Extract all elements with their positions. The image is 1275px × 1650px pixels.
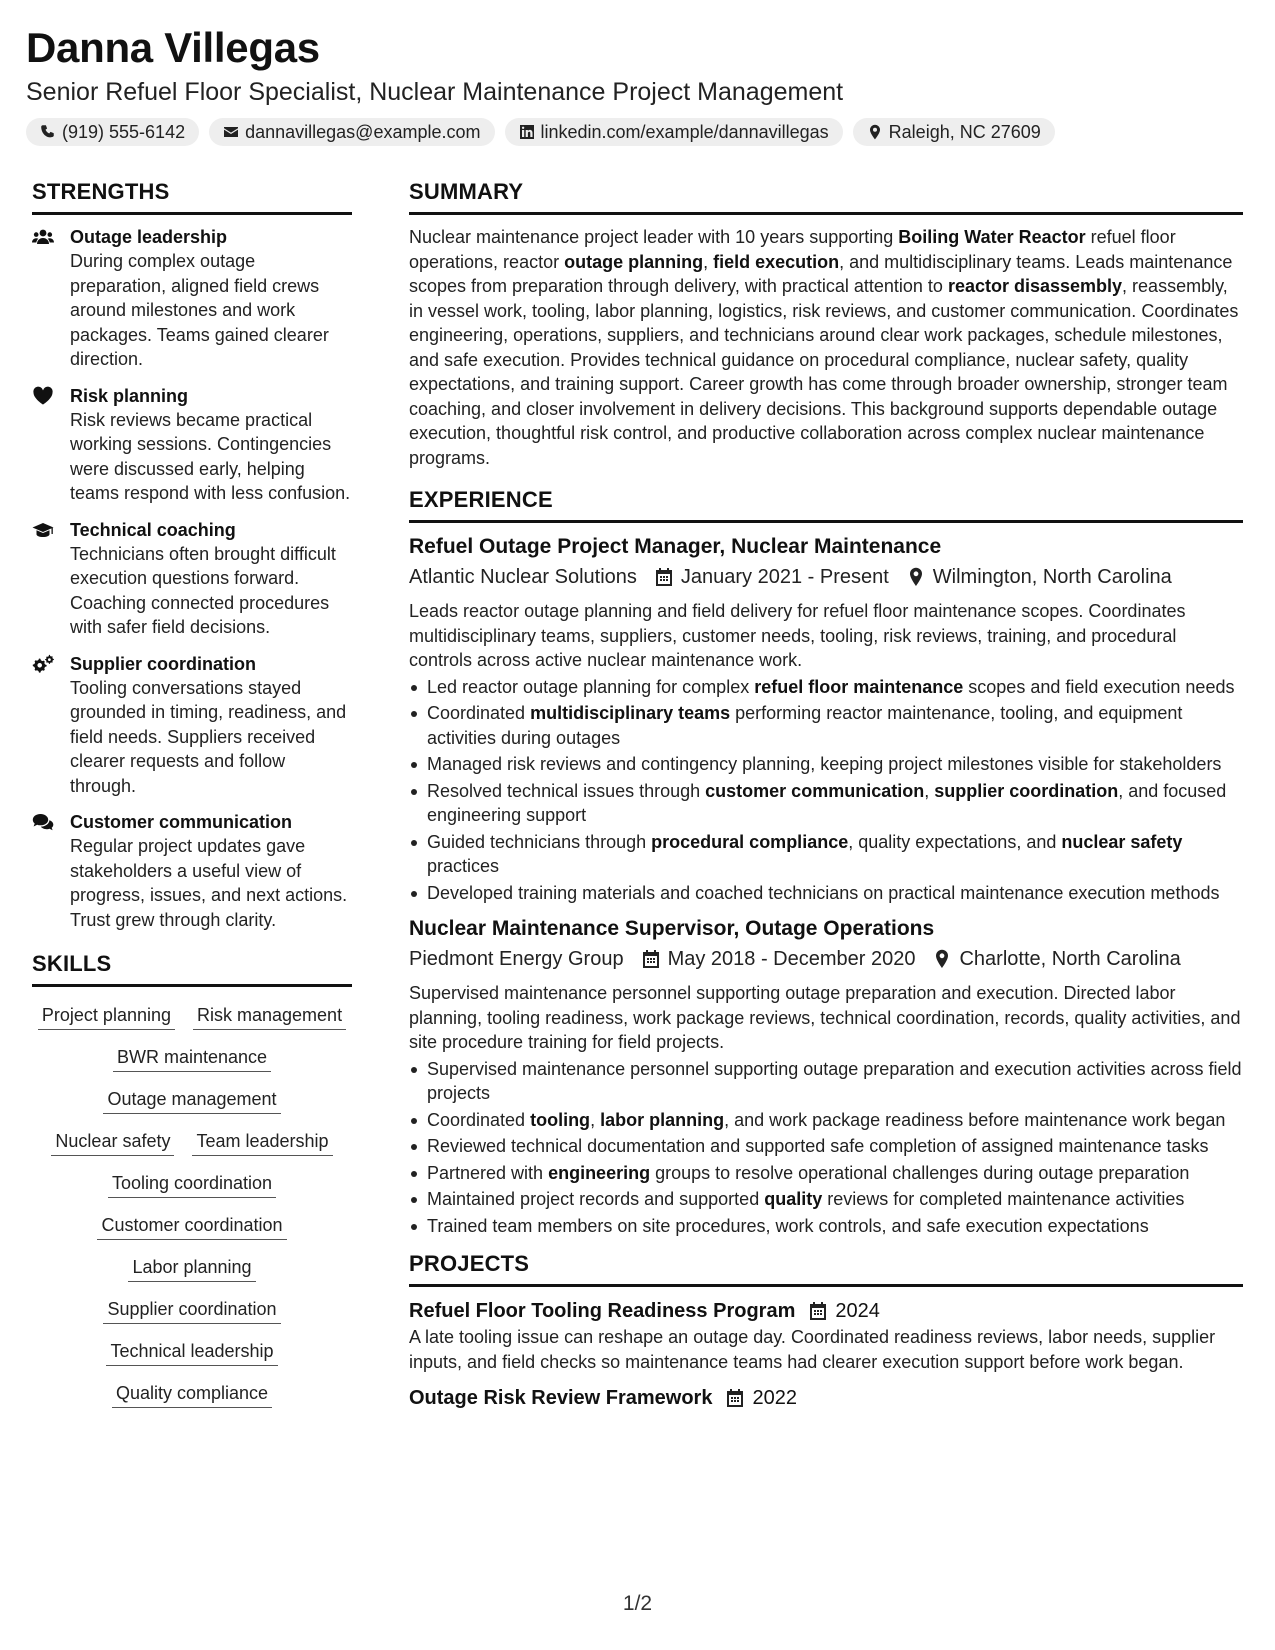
text-span: Nuclear maintenance project leader with 10 years supporting [409,227,899,247]
project-year-text: 2022 [752,1387,797,1409]
linkedin-chip[interactable] [505,118,843,146]
job-entry [409,915,1243,1238]
text-span: refuel floor operations, reactor [409,227,1176,272]
text-span: , [703,251,714,272]
resume-header [26,22,1256,146]
job-dates [642,945,916,973]
strengths-list [32,225,352,932]
strength-description: Tooling conversations stayed grounded in timing, readiness, and field needs. Suppliers received clearer requests and follow through. [70,677,347,796]
users-icon [32,225,56,372]
text-span: Coordinated [427,703,531,723]
job-bullets [409,675,1243,906]
bullet-item [409,1108,1243,1133]
text-span: groups to resolve operational challenges during outage preparation [650,1162,1190,1183]
strength-body [70,384,352,506]
bullet-item [409,1214,1243,1239]
bold-text: tooling [530,1109,591,1130]
left-column [32,178,352,1423]
job-location-text: Charlotte, North Carolina [959,948,1181,970]
skill-tag: Nuclear safety [51,1129,174,1156]
job-title: Refuel Outage Project Manager, Nuclear Maintenance [409,535,942,558]
strength-item [32,384,352,506]
bullet-item [409,675,1243,700]
text-span: , and focused engineering support [427,780,1227,825]
strength-title: Customer communication [70,812,293,832]
phone-icon [40,124,56,140]
bullet-item [409,701,1243,750]
project-year [726,1384,797,1412]
strengths-heading: STRENGTHS [32,178,352,215]
job-meta [409,563,1243,591]
text-span: , quality expectations, and [848,831,1062,852]
text-span: Developed training materials and coached technicians on practical maintenance execution methods [427,882,1220,903]
candidate-headline: Senior Refuel Floor Specialist, Nuclear Maintenance Project Management [26,78,844,106]
strength-body [70,518,352,640]
text-span: Trained team members on site procedures, work controls, and safe execution expectations [427,1215,1149,1236]
skill-tag: Outage management [103,1087,280,1114]
candidate-name: Danna Villegas [26,24,320,71]
strength-description: Technicians often brought difficult execution questions forward. Coaching connected procedures with safer field decisions. [70,543,336,637]
text-span: , and multidisciplinary teams. Leads maintenance scopes from preparation through delivery, with practical attention to [409,251,1233,296]
text-span: Coordinated [427,1109,531,1130]
bold-text: customer communication [705,780,925,801]
job-location-text: Wilmington, North Carolina [932,566,1172,588]
company-name: Atlantic Nuclear Solutions [409,566,637,588]
strength-item [32,225,352,372]
contact-bar [26,118,1256,146]
text-span: , reassembly, in vessel work, tooling, labor planning, logistics, risk reviews, and customer communication. Coordinates engineering, operations, suppliers, and technicians around clear work packages, schedule milestones, and safe execution. Provides technical guidance on procedural compliance, nuclear safety, quality expectations, and training support. Career growth has come through broader ownership, stronger team coaching, and closer involvement in delivery decisions. This background supports dependable outage execution, thoughtful risk control, and productive collaboration across complex nuclear maintenance programs. [409,276,1239,468]
skill-tag: Tooling coordination [108,1171,276,1198]
bullet-item [409,1161,1243,1186]
text-span: Partnered with [427,1162,549,1183]
strength-title: Supplier coordination [70,653,257,674]
skill-row [32,1297,352,1324]
map-pin-icon [933,949,951,969]
text-span: Reviewed technical documentation and supported safe completion of assigned maintenance tasks [427,1136,1209,1156]
project-year-text: 2024 [835,1300,880,1322]
comments-icon [32,810,56,932]
job-location [933,945,1180,973]
skill-tag: Labor planning [128,1255,255,1282]
email-chip[interactable] [209,118,494,146]
text-span: scopes and field execution needs [963,676,1235,697]
strength-body [70,652,352,799]
bold-text: engineering [548,1162,651,1183]
bullet-item [409,1057,1243,1106]
job-title: Nuclear Maintenance Supervisor, Outage Operations [409,917,935,940]
email-text: dannavillegas@example.com [245,121,481,142]
heart-icon [32,384,56,506]
bold-text: Boiling Water Reactor [898,227,1086,247]
bold-text: reactor disassembly [947,276,1123,296]
text-span: , and work package readiness before maintenance work began [724,1109,1226,1130]
experience-list [409,533,1243,1238]
text-span: Supervised maintenance personnel supporting outage preparation and execution activities across field projects [427,1058,1242,1103]
strength-description: Risk reviews became practical working sessions. Contingencies were discussed early, helping teams respond with less confusion. [70,409,351,503]
bold-text: supplier coordination [934,780,1119,801]
strength-item [32,652,352,799]
job-dates-text: May 2018 - December 2020 [667,948,916,970]
phone-text: (919) 555-6142 [62,121,186,142]
skill-tag: Project planning [38,1003,175,1030]
project-description: A late tooling issue can reshape an outage day. Coordinated readiness reviews, labor needs, supplier inputs, and field checks so maintenance teams had clearer execution support before work began. [409,1327,1216,1372]
bold-text: quality [764,1189,823,1209]
skill-row [32,1045,352,1072]
location-chip[interactable] [853,118,1055,146]
strength-item [32,810,352,932]
bullet-item [409,1187,1243,1212]
strength-title: Technical coaching [70,519,236,540]
project-title: Outage Risk Review Framework [409,1387,713,1409]
skill-tag: Technical leadership [106,1339,277,1366]
project-entry [409,1297,1243,1374]
right-column [409,178,1243,1422]
strength-title: Outage leadership [70,227,228,247]
calendar-icon [642,949,660,969]
calendar-icon [655,567,673,587]
text-span: Guided technicians through [427,831,652,852]
skill-row [32,1255,352,1282]
skills-heading: SKILLS [32,950,352,987]
skill-row [32,1339,352,1366]
linkedin-icon [519,124,535,140]
bold-text: multidisciplinary teams [530,703,731,723]
experience-heading: EXPERIENCE [409,486,1243,523]
skill-tag: Supplier coordination [103,1297,280,1324]
text-span: Led reactor outage planning for complex [427,676,755,697]
calendar-icon [809,1301,827,1321]
summary-heading: SUMMARY [409,178,1243,215]
project-header [409,1297,1243,1325]
text-span: Resolved technical issues through [427,780,706,801]
bold-text: outage planning [564,251,704,272]
skill-row [32,1381,352,1408]
text-span: Managed risk reviews and contingency planning, keeping project milestones visible for stakeholders [427,754,1222,774]
project-header [409,1384,1243,1412]
gears-icon [32,652,56,799]
linkedin-text: linkedin.com/example/dannavillegas [540,121,829,142]
calendar-icon [726,1388,744,1408]
text-span: , [590,1109,601,1130]
strength-body [70,225,352,372]
skill-row [32,1087,352,1114]
skill-row [32,1213,352,1240]
page-number: 1/2 [622,1592,653,1615]
phone-chip[interactable] [26,118,199,146]
project-entry [409,1384,1243,1412]
skill-row [32,1129,352,1156]
text-span: , [924,780,935,801]
job-location [907,563,1172,591]
bold-text: procedural compliance [651,831,849,852]
strength-item [32,518,352,640]
projects-heading: PROJECTS [409,1250,1243,1287]
projects-list [409,1297,1243,1412]
text-span: Maintained project records and supported [427,1189,765,1209]
job-bullets [409,1057,1243,1239]
strength-body [70,810,352,932]
skill-tag: Risk management [193,1003,346,1030]
text-span: reviews for completed maintenance activities [822,1189,1185,1209]
job-meta [409,945,1243,973]
company-name: Piedmont Energy Group [409,948,624,970]
bold-text: nuclear safety [1061,831,1183,852]
skill-tag: Team leadership [192,1129,332,1156]
skills-list [32,1003,352,1408]
text-span: performing reactor maintenance, tooling, and equipment activities during outages [427,703,1183,748]
job-entry [409,533,1243,905]
project-title: Refuel Floor Tooling Readiness Program [409,1300,796,1322]
bullet-item [409,830,1243,879]
bold-text: refuel floor maintenance [754,676,964,697]
job-dates-text: January 2021 - Present [680,566,889,588]
location-text: Raleigh, NC 27609 [888,121,1041,142]
skill-tag: BWR maintenance [113,1045,271,1072]
skill-row [32,1003,352,1030]
strength-description: During complex outage preparation, aligned field crews around milestones and work packages. Teams gained clearer direction. [70,251,329,369]
summary-text [409,225,1243,470]
job-description: Leads reactor outage planning and field delivery for refuel floor maintenance scopes. Coordinates multidisciplinary teams, suppliers, customer needs, tooling, risk reviews, training, and procedural controls across active nuclear maintenance work. [409,601,1186,670]
bold-text: labor planning [600,1109,725,1130]
bullet-item [409,1134,1243,1159]
strength-description: Regular project updates gave stakeholders a useful view of progress, issues, and next actions. Trust grew through clarity. [70,836,348,930]
graduation-cap-icon [32,518,56,640]
bullet-item [409,881,1243,906]
map-pin-icon [907,567,925,587]
text-span: practices [427,856,500,876]
skill-tag: Customer coordination [97,1213,286,1240]
map-pin-icon [867,124,883,140]
skill-tag: Quality compliance [112,1381,272,1408]
job-dates [655,563,889,591]
bullet-item [409,779,1243,828]
bullet-item [409,752,1243,777]
strength-title: Risk planning [70,385,189,406]
envelope-icon [223,124,239,140]
job-description: Supervised maintenance personnel supporting outage preparation and execution. Directed labor planning, tooling readiness, work package reviews, technical coordination, records, quality activities, and site procedure training for field projects. [409,983,1241,1052]
bold-text: field execution [713,251,840,272]
project-year [809,1297,880,1325]
skill-row [32,1171,352,1198]
